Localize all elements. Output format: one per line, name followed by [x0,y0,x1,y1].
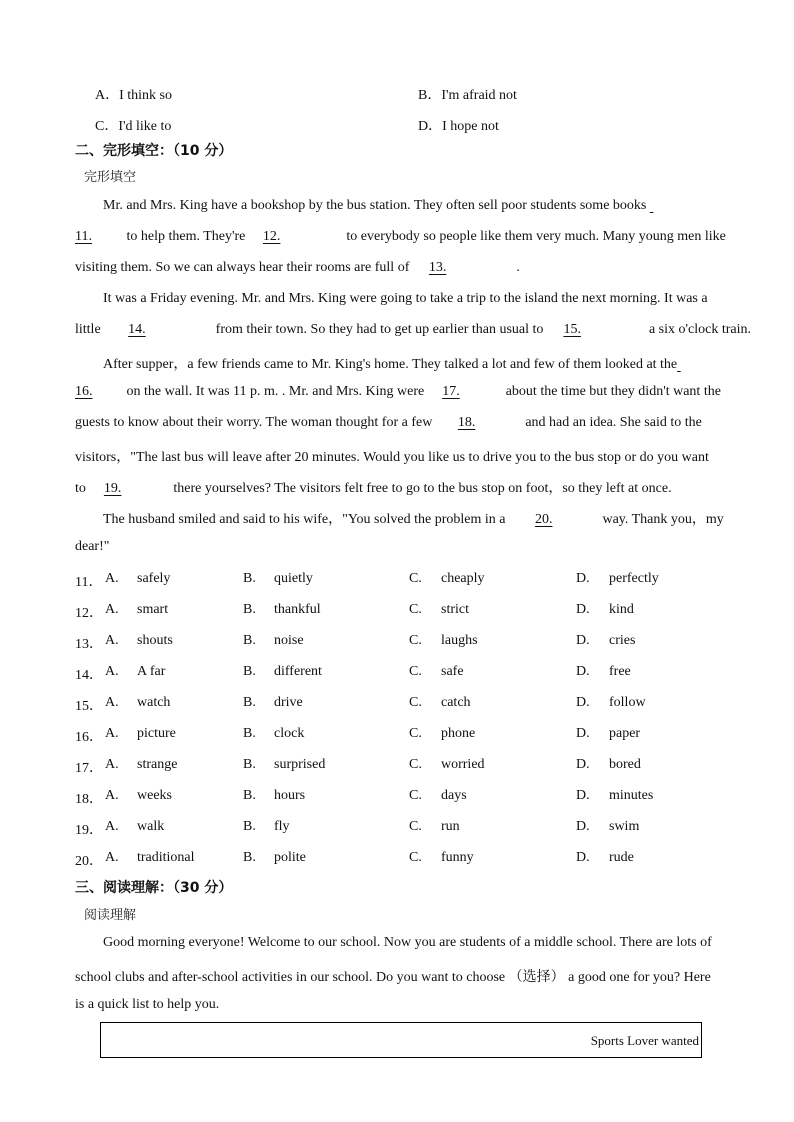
blank-20: 20. [534,512,553,527]
question-row: 12． A. smart B. thankful C. strict D. kind [75,602,634,621]
option-text[interactable]: strict [441,602,469,617]
blank-16: 16. [75,384,93,399]
blank-14: 14. [128,322,146,337]
question-row: 16． A. picture B. clock C. phone D. paper [75,726,641,745]
question-row: 11． A. safely B. quietly C. cheaply D. perfectly [75,571,659,590]
option-text[interactable]: run [441,819,460,834]
option-text[interactable]: laughs [441,633,478,648]
option-text[interactable]: swim [609,819,640,834]
question-row: 14． A. A far B. different C. safe D. free [75,664,631,683]
option-text[interactable]: safe [441,664,464,679]
section3-heading: 三、阅读理解：（30 分） [75,880,233,896]
blank-15: 15. [563,322,581,337]
option-text[interactable]: thankful [274,602,321,617]
passage-line: 16. on the wall. It was 11 p. m. . Mr. and Mrs. King were 17. about the time but they didn't want the [75,384,721,399]
option-text[interactable]: surprised [274,757,326,772]
option-text[interactable]: fly [274,819,290,834]
passage-line: Mr. and Mrs. King have a bookshop by the bus station. They often sell poor students some books [103,198,783,214]
option-text[interactable]: kind [609,602,634,617]
option-text[interactable]: noise [274,633,304,648]
option-text[interactable]: polite [274,850,306,865]
section2-heading: 二、完形填空：（10 分） [75,143,233,159]
passage-line: visitors，"The last bus will leave after 20 minutes. Would you like us to drive you to the bus stop or do you want [75,450,709,465]
passage-line: visiting them. So we can always hear their rooms are full of 13. . [75,260,520,275]
option-text[interactable]: perfectly [609,571,659,586]
option-b: B．I'm afraid not [418,88,517,103]
option-text[interactable]: different [274,664,322,679]
blank-13: 13. [428,260,447,275]
option-text[interactable]: funny [441,850,474,865]
option-text[interactable]: safely [137,571,171,586]
option-text[interactable]: free [609,664,631,679]
option-text[interactable]: watch [137,695,171,710]
question-row: 15． A. watch B. drive C. catch D. follow [75,695,646,714]
option-a: A．I think so [95,88,172,103]
option-text[interactable]: drive [274,695,303,710]
option-text[interactable]: paper [609,726,641,741]
option-text[interactable]: days [441,788,467,803]
option-text[interactable]: walk [137,819,165,834]
reading-line: Good morning everyone! Welcome to our school. Now you are students of a middle school. There are lots of [103,935,712,950]
option-text[interactable]: hours [274,788,306,803]
option-text[interactable]: phone [441,726,476,741]
option-text[interactable]: minutes [609,788,654,803]
option-text[interactable]: traditional [137,850,195,865]
question-row: 20． A. traditional B. polite C. funny D. rude [75,850,634,869]
passage-line: It was a Friday evening. Mr. and Mrs. King were going to take a trip to the island the next morning. It was a [103,291,708,306]
question-row: 19． A. walk B. fly C. run D. swim [75,819,640,838]
passage-line: to 19. there yourselves? The visitors felt free to go to the bus stop on foot，so they left at once. [75,481,672,496]
option-text[interactable]: cheaply [441,571,485,586]
passage-line: The husband smiled and said to his wife，"You solved the problem in a 20. way. Thank you，my [103,512,724,527]
option-text[interactable]: shouts [137,633,173,648]
option-text[interactable]: quietly [274,571,313,586]
passage-line: little 14. from their town. So they had to get up earlier than usual to 15. a six o'clock train. [75,322,751,337]
question-row: 13． A. shouts B. noise C. laughs D. cries [75,633,636,652]
option-text[interactable]: clock [274,726,305,741]
option-text[interactable]: worried [441,757,485,772]
blank-18: 18. [457,415,476,430]
option-text[interactable]: bored [609,757,641,772]
option-text[interactable]: cries [609,633,636,648]
option-text[interactable]: picture [137,726,176,741]
section3-subheading: 阅读理解 [84,908,137,923]
blank-underline [650,198,674,214]
blank-underline [677,357,699,373]
option-text[interactable]: A far [137,664,166,679]
passage-line: guests to know about their worry. The woman thought for a few 18. and had an idea. She said to the [75,415,702,430]
passage-line: 11. to help them. They're 12. to everybody so people like them very much. Many young men like [75,229,726,244]
blank-19: 19. [103,481,122,496]
passage-line: After supper，a few friends came to Mr. King's home. They talked a lot and few of them looked at the [103,353,783,373]
option-text[interactable]: strange [137,757,178,772]
info-table [100,1022,702,1058]
option-text[interactable]: follow [609,695,646,710]
option-text[interactable]: catch [441,695,471,710]
passage-line: dear!" [75,539,110,554]
option-text[interactable]: rude [609,850,634,865]
blank-17: 17. [442,384,460,399]
section2-subheading: 完形填空 [84,170,137,185]
option-text[interactable]: smart [137,602,169,617]
table-cell-title: Sports Lover wanted [590,1033,699,1048]
reading-line: is a quick list to help you. [75,997,220,1012]
question-row: 17． A. strange B. surprised C. worried D. bored [75,757,641,776]
question-row: 18． A. weeks B. hours C. days D. minutes [75,788,654,807]
option-c: C．I'd like to [95,119,172,134]
reading-line: school clubs and after-school activities in our school. Do you want to choose （选择） a good one for you? Here [75,970,711,985]
blank-12: 12. [262,229,281,244]
option-text[interactable]: weeks [137,788,172,803]
option-d: D．I hope not [418,119,499,134]
blank-11: 11. [75,229,92,244]
